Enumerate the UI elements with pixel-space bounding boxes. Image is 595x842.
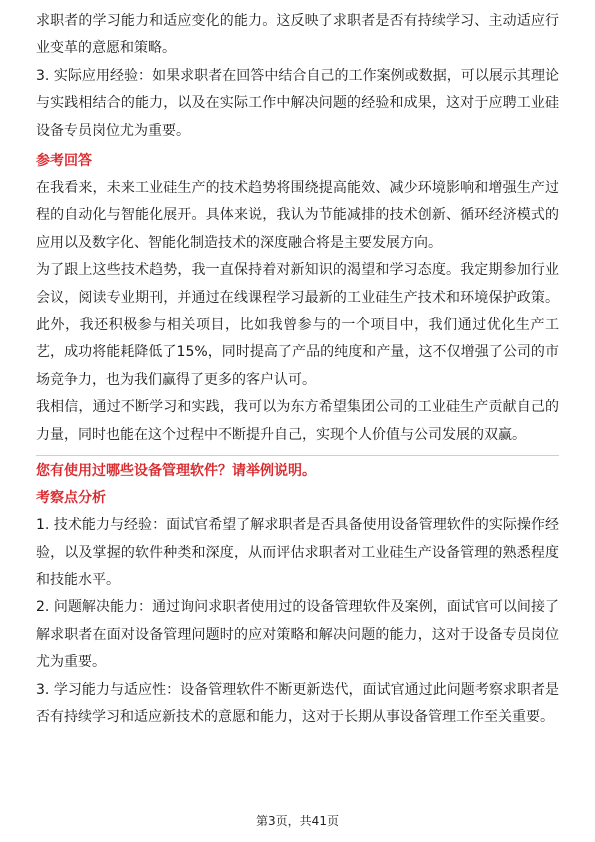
paragraph: 3. 学习能力与适应性：设备管理软件不断更新迭代，面试官通过此问题考察求职者是否有持续学习和适应新技术的意愿和能力，这对于长期从事设备管理工作至关重要。 xyxy=(36,681,559,725)
page-content xyxy=(36,8,559,731)
page-footer: 第3页，共41页 xyxy=(256,814,339,828)
paragraph: 3. 实际应用经验：如果求职者在回答中结合自己的工作案例或数据，可以展示其理论与实践相结合的能力，以及在实际工作中解决问题的经验和成果，这对于应聘工业硅设备专员岗位尤为重要。 xyxy=(36,67,559,139)
analysis-heading: 考察点分析 xyxy=(36,490,106,507)
question-title: 您有使用过哪些设备管理软件？请举例说明。 xyxy=(36,463,316,480)
paragraph: 2. 问题解决能力：通过询问求职者使用过的设备管理软件及案例，面试官可以间接了解求职者在面对设备管理问题时的应对策略和解决问题的能力，这对于设备专员岗位尤为重要。 xyxy=(36,599,559,671)
answer-heading: 参考回答 xyxy=(36,153,92,170)
paragraph: 求职者的学习能力和适应变化的能力。这反映了求职者是否有持续学习、主动适应行业变革的意愿和策略。 xyxy=(36,13,559,57)
divider xyxy=(36,455,559,456)
paragraph: 我相信，通过不断学习和实践，我可以为东方希望集团公司的工业硅生产贡献自己的力量，同时也能在这个过程中不断提升自己，实现个人价值与公司发展的双赢。 xyxy=(36,399,559,443)
paragraph: 为了跟上这些技术趋势，我一直保持着对新知识的渴望和学习态度。我定期参加行业会议，阅读专业期刊，并通过在线课程学习最新的工业硅生产技术和环境保护政策。此外，我还积极参与相关项目，比如我曾参与的一个项目中，我们通过优化生产工艺，成功将能耗降低了15%，同时提高了产品的纯度和产量，这不仅增强了公司的市场竞争力，也为我们赢得了更多的客户认可。 xyxy=(36,262,559,388)
paragraph: 在我看来，未来工业硅生产的技术趋势将围绕提高能效、减少环境影响和增强生产过程的自动化与智能化展开。具体来说，我认为节能减排的技术创新、循环经济模式的应用以及数字化、智能化制造技术的深度融合将是主要发展方向。 xyxy=(36,180,559,251)
paragraph: 1. 技术能力与经验：面试官希望了解求职者是否具备使用设备管理软件的实际操作经验，以及掌握的软件种类和深度，从而评估求职者对工业硅生产设备管理的熟悉程度和技能水平。 xyxy=(36,517,559,588)
